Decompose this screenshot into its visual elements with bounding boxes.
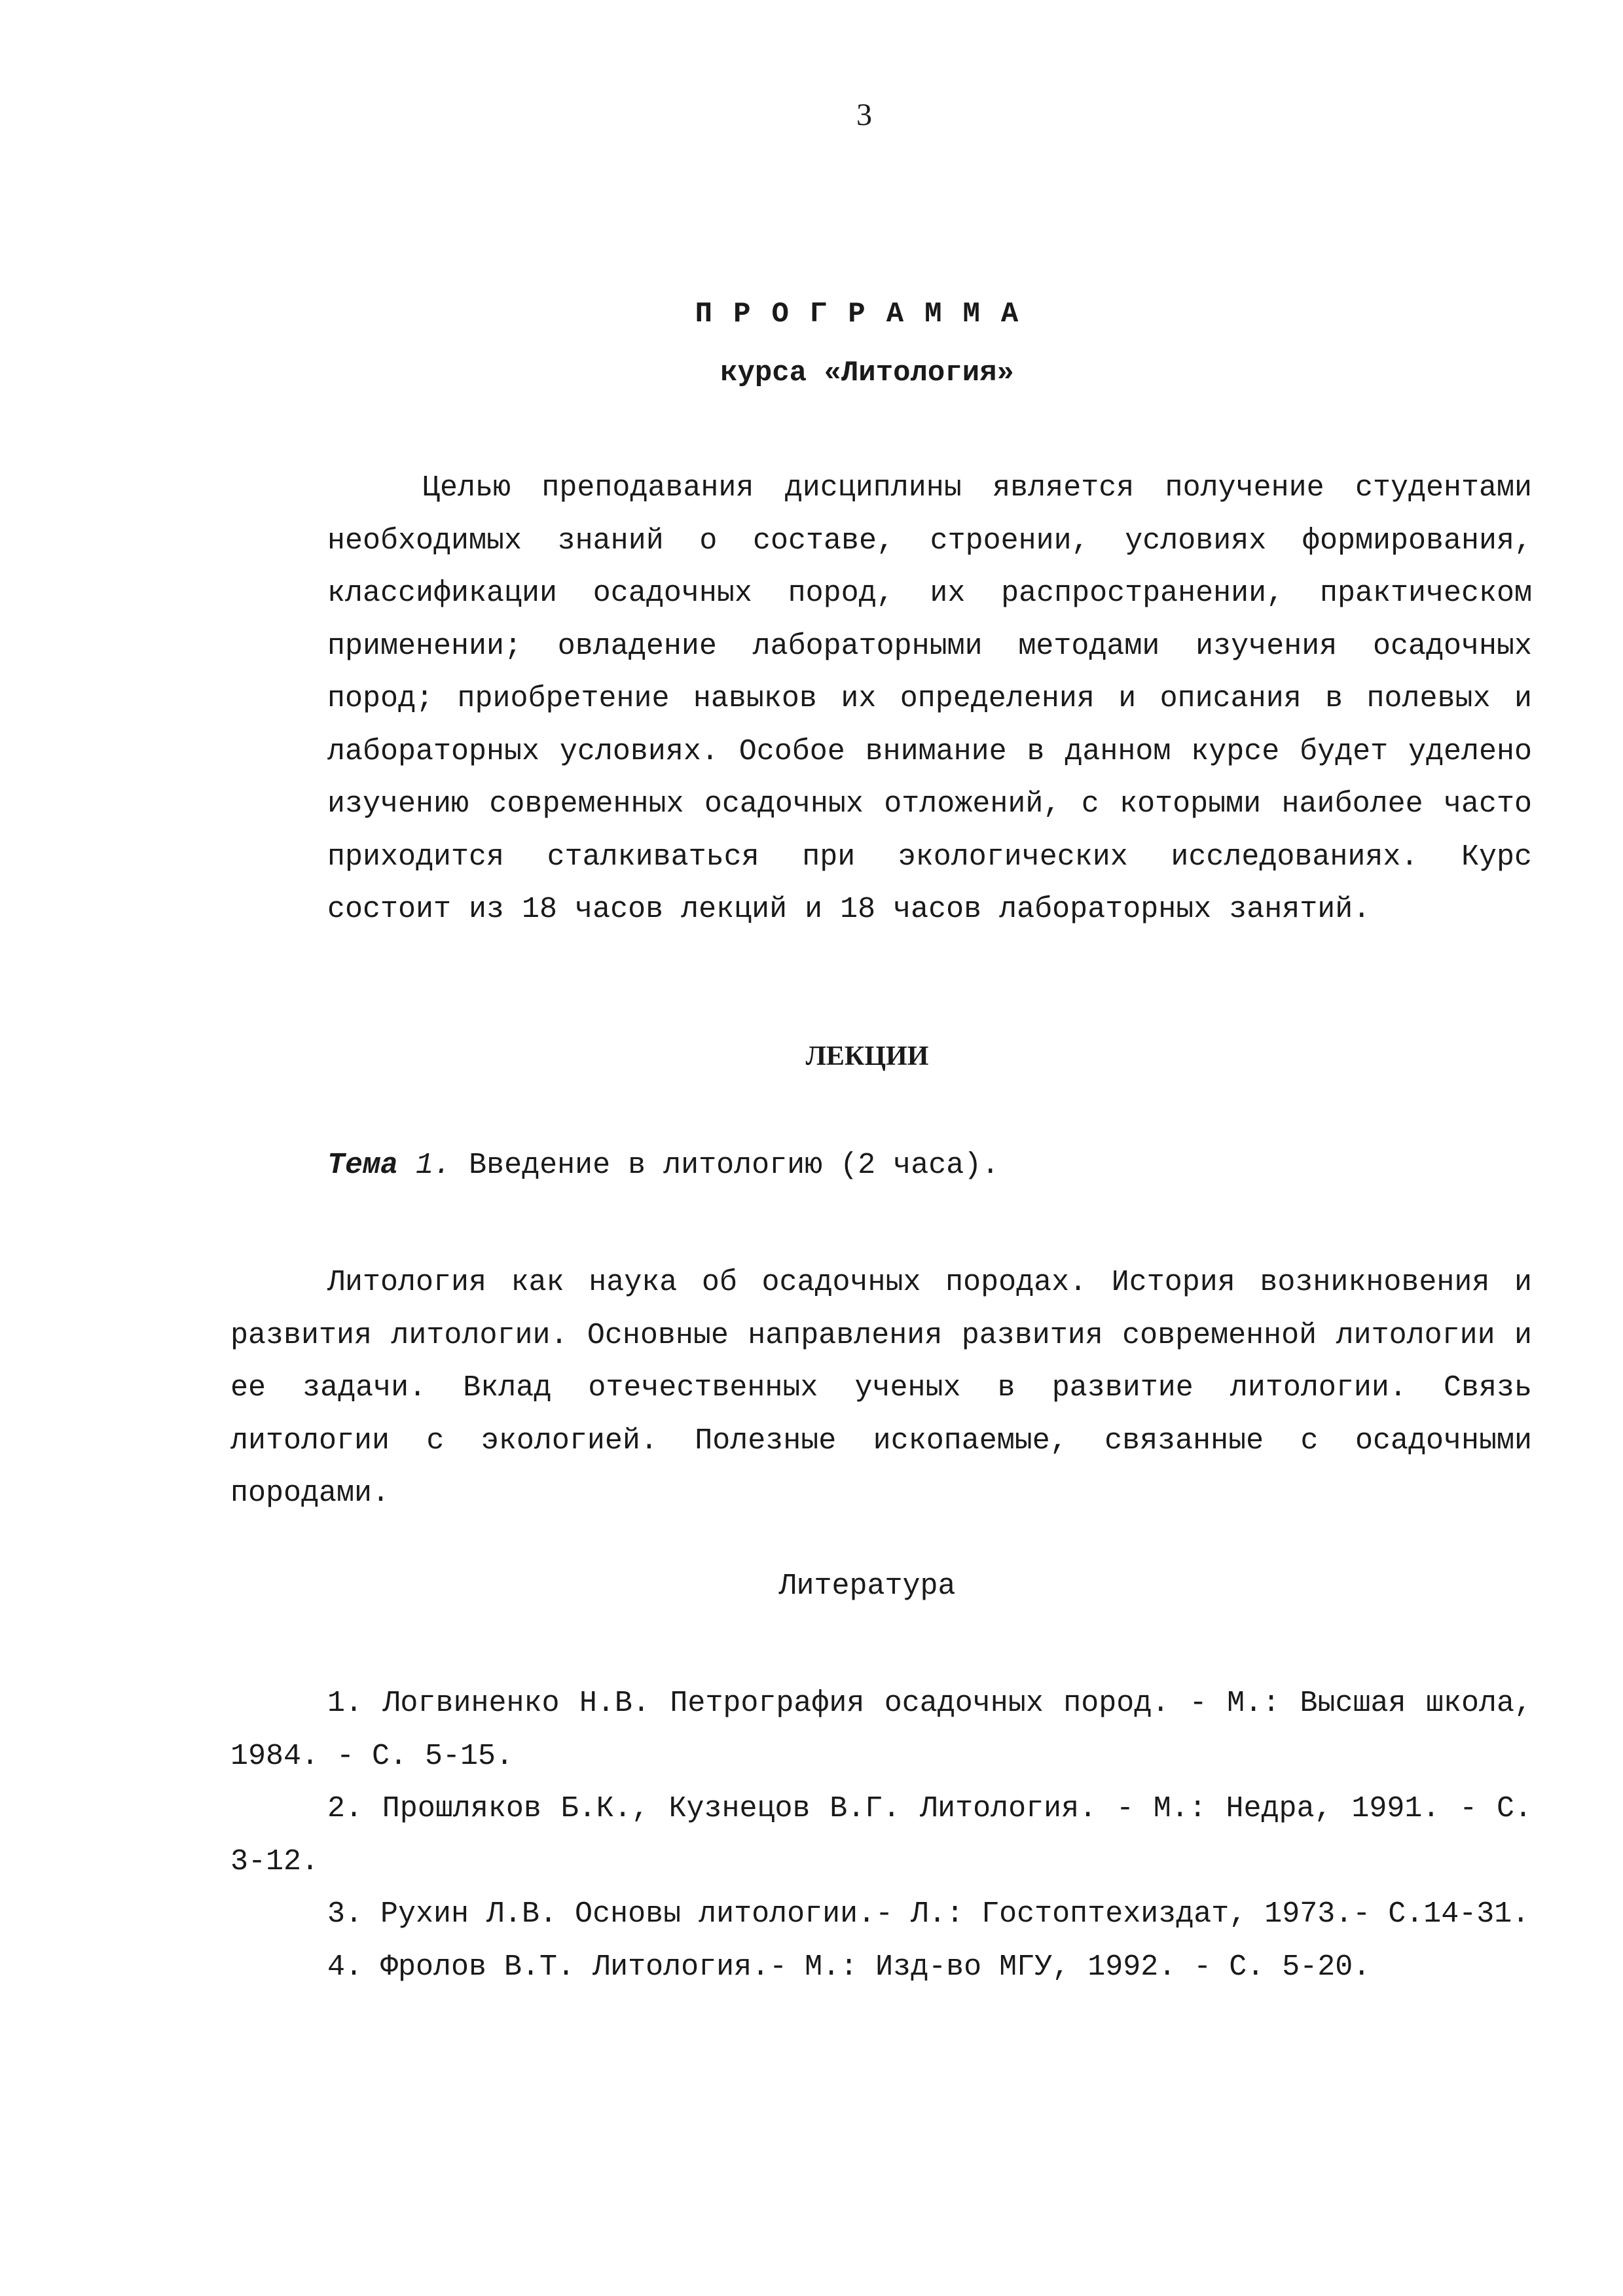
lectures-heading: ЛЕКЦИИ	[805, 1041, 929, 1071]
program-title: ПРОГРАММА	[695, 298, 1040, 331]
topic-label: Тема	[327, 1149, 399, 1182]
reference-item-3: 3. Рухин Л.В. Основы литологии.- Л.: Гостоптехиздат, 1973.- С.14-31.	[327, 1897, 1530, 1931]
page-number: 3	[856, 98, 872, 132]
reference-item-2: 2. Прошляков Б.К., Кузнецов В.Г. Литология. - М.: Недра, 1991. - С. 3-12.	[230, 1792, 1532, 1878]
reference-item-1: 1. Логвиненко Н.В. Петрография осадочных пород. - М.: Высшая школа, 1984. - С. 5-15.	[230, 1687, 1532, 1773]
literature-heading: Литература	[778, 1570, 956, 1603]
intro-paragraph: Целью преподавания дисциплины является получение студентами необходимых знаний о составе, строении, условиях формирования, классификации осадочных пород, их распространении, практическом применении; овладение лабораторными методами изучения осадочных пород; приобретение навыков их определения и описания в полевых и лабораторных условиях. Особое внимание в данном курсе будет уделено изучению современных осадочных отложений, с которыми наиболее часто приходится сталкиваться при экологических исследованиях. Курс состоит из 18 часов лекций и 18 часов лабораторных занятий.	[327, 471, 1532, 926]
topic-title: Введение в литологию (2 часа).	[469, 1149, 1000, 1182]
topic-1-header	[327, 1149, 999, 1182]
reference-item-4: 4. Фролов В.Т. Литология.- М.: Изд-во МГУ, 1992. - С. 5-20.	[327, 1950, 1371, 1984]
course-subtitle: курса «Литология»	[720, 357, 1014, 389]
topic-number: 1.	[416, 1149, 452, 1182]
reference-list	[230, 1677, 1532, 1994]
topic-1-body: Литология как наука об осадочных породах. История возникновения и развития литологии. Основные направления развития современной литологии и ее задачи. Вклад отечественных ученых в развитие литологии. Связь литологии с экологией. Полезные ископаемые, связанные с осадочными породами.	[230, 1266, 1532, 1510]
